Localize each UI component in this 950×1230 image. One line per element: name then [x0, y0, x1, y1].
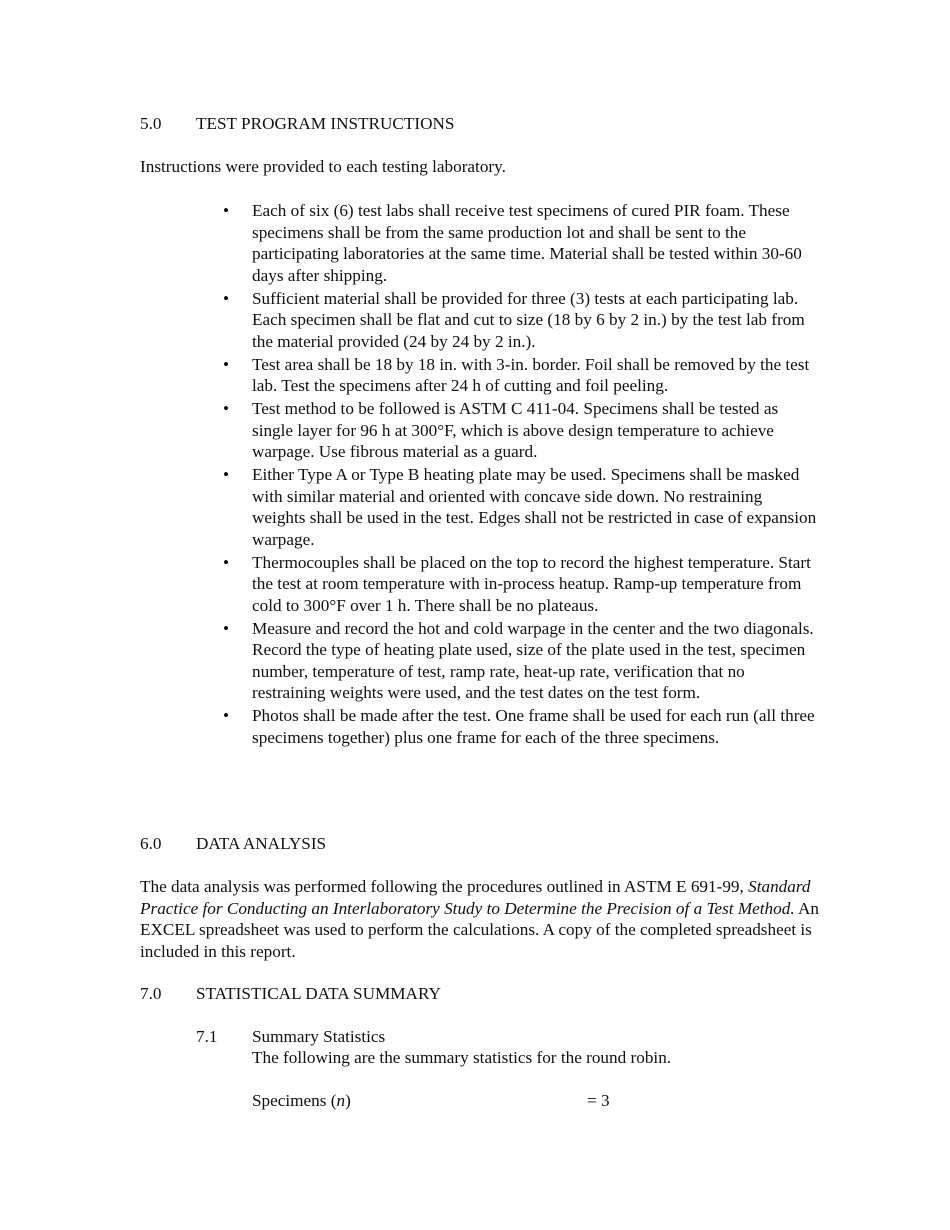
bullet-icon: • [223, 706, 230, 725]
list-item [223, 288, 817, 353]
section-number: 6.0 [140, 834, 162, 853]
bullet-icon: • [223, 399, 230, 418]
list-item-text: Sufficient material shall be provided for three (3) tests at each participating lab. Each specimen shall be flat and cut to size (18 by 6 by 2 in.) by the test lab from the material provided (24 by 24 by 2 in.). [252, 288, 805, 351]
bullet-icon: • [223, 201, 230, 220]
list-item-text: Measure and record the hot and cold warpage in the center and the two diagonals. Record the type of heating plate used, size of the plate used in the test, specimen number, temperature of test, ramp rate, heat-up rate, verification that no restraining weights were used, and the test dates on the test form. [252, 618, 814, 702]
list-item [223, 618, 817, 704]
subsection-number: 7.1 [196, 1027, 218, 1046]
section-title: STATISTICAL DATA SUMMARY [196, 984, 441, 1003]
list-item-text: Either Type A or Type B heating plate may be used. Specimens shall be masked with similar material and oriented with concave side down. No restraining weights shall be used in the test. Edges shall not be restricted in case of expansion warpage. [252, 465, 817, 549]
list-item-text: Each of six (6) test labs shall receive test specimens of cured PIR foam. These specimens shall be from the same production lot and shall be sent to the participating laboratories at the same time. Material shall be tested within 30-60 days after shipping. [252, 201, 802, 285]
list-item-text: Test area shall be 18 by 18 in. with 3-in. border. Foil shall be removed by the test lab. Test the specimens after 24 h of cutting and foil peeling. [252, 354, 810, 395]
section-6-paragraph [140, 876, 820, 962]
list-item [223, 464, 817, 550]
standard-title: Standard Practice for Conducting an Interlaboratory Study to Determine the Precision of a Test Method. [140, 877, 811, 918]
specimens-variable: n [336, 1091, 346, 1110]
section-5-intro: Instructions were provided to each testing laboratory. [140, 157, 506, 176]
list-item [223, 200, 817, 286]
specimens-label-text: Specimens ( [252, 1091, 337, 1110]
list-item [223, 552, 817, 617]
specimens-value: = 3 [587, 1091, 610, 1110]
section-number: 5.0 [140, 114, 162, 133]
bullet-icon: • [223, 465, 230, 484]
paragraph-text: The data analysis was performed following the procedures outlined in ASTM E 691-99, [140, 877, 749, 896]
bullet-icon: • [223, 288, 230, 308]
list-item [223, 705, 817, 748]
bullet-icon: • [223, 552, 230, 572]
section-7-heading [140, 983, 441, 1005]
section-number: 7.0 [140, 984, 162, 1003]
list-item [223, 398, 817, 463]
subsection-7-1-heading [196, 1026, 385, 1048]
list-item-text: Test method to be followed is ASTM C 411-04. Specimens shall be tested as single layer for 96 h at 300°F, which is above design temperature to achieve warpage. Use fibrous material as a guard. [252, 399, 779, 461]
subsection-text: The following are the summary statistics for the round robin. [252, 1048, 672, 1067]
paragraph-text-end: An EXCEL spreadsheet was used to perform the calculations. A copy of the completed spreadsheet is included in this report. [140, 898, 819, 961]
list-item [223, 354, 817, 397]
instruction-list [223, 200, 817, 750]
bullet-icon: • [223, 618, 230, 638]
specimens-label-close: ) [345, 1091, 351, 1110]
section-title: DATA ANALYSIS [196, 834, 327, 853]
list-item-text: Thermocouples shall be placed on the top to record the highest temperature. Start the test at room temperature with in-process heatup. Ramp-up temperature from cold to 300°F over 1 h. There shall be no plateaus. [252, 552, 811, 615]
list-item-text: Photos shall be made after the test. One frame shall be used for each run (all three specimens together) plus one frame for each of the three specimens. [252, 706, 815, 747]
subsection-title: Summary Statistics [252, 1027, 386, 1046]
section-title: TEST PROGRAM INSTRUCTIONS [196, 114, 455, 133]
section-5-heading [140, 113, 454, 135]
bullet-icon: • [223, 354, 230, 374]
section-6-heading [140, 833, 326, 855]
specimens-label [252, 1090, 351, 1112]
